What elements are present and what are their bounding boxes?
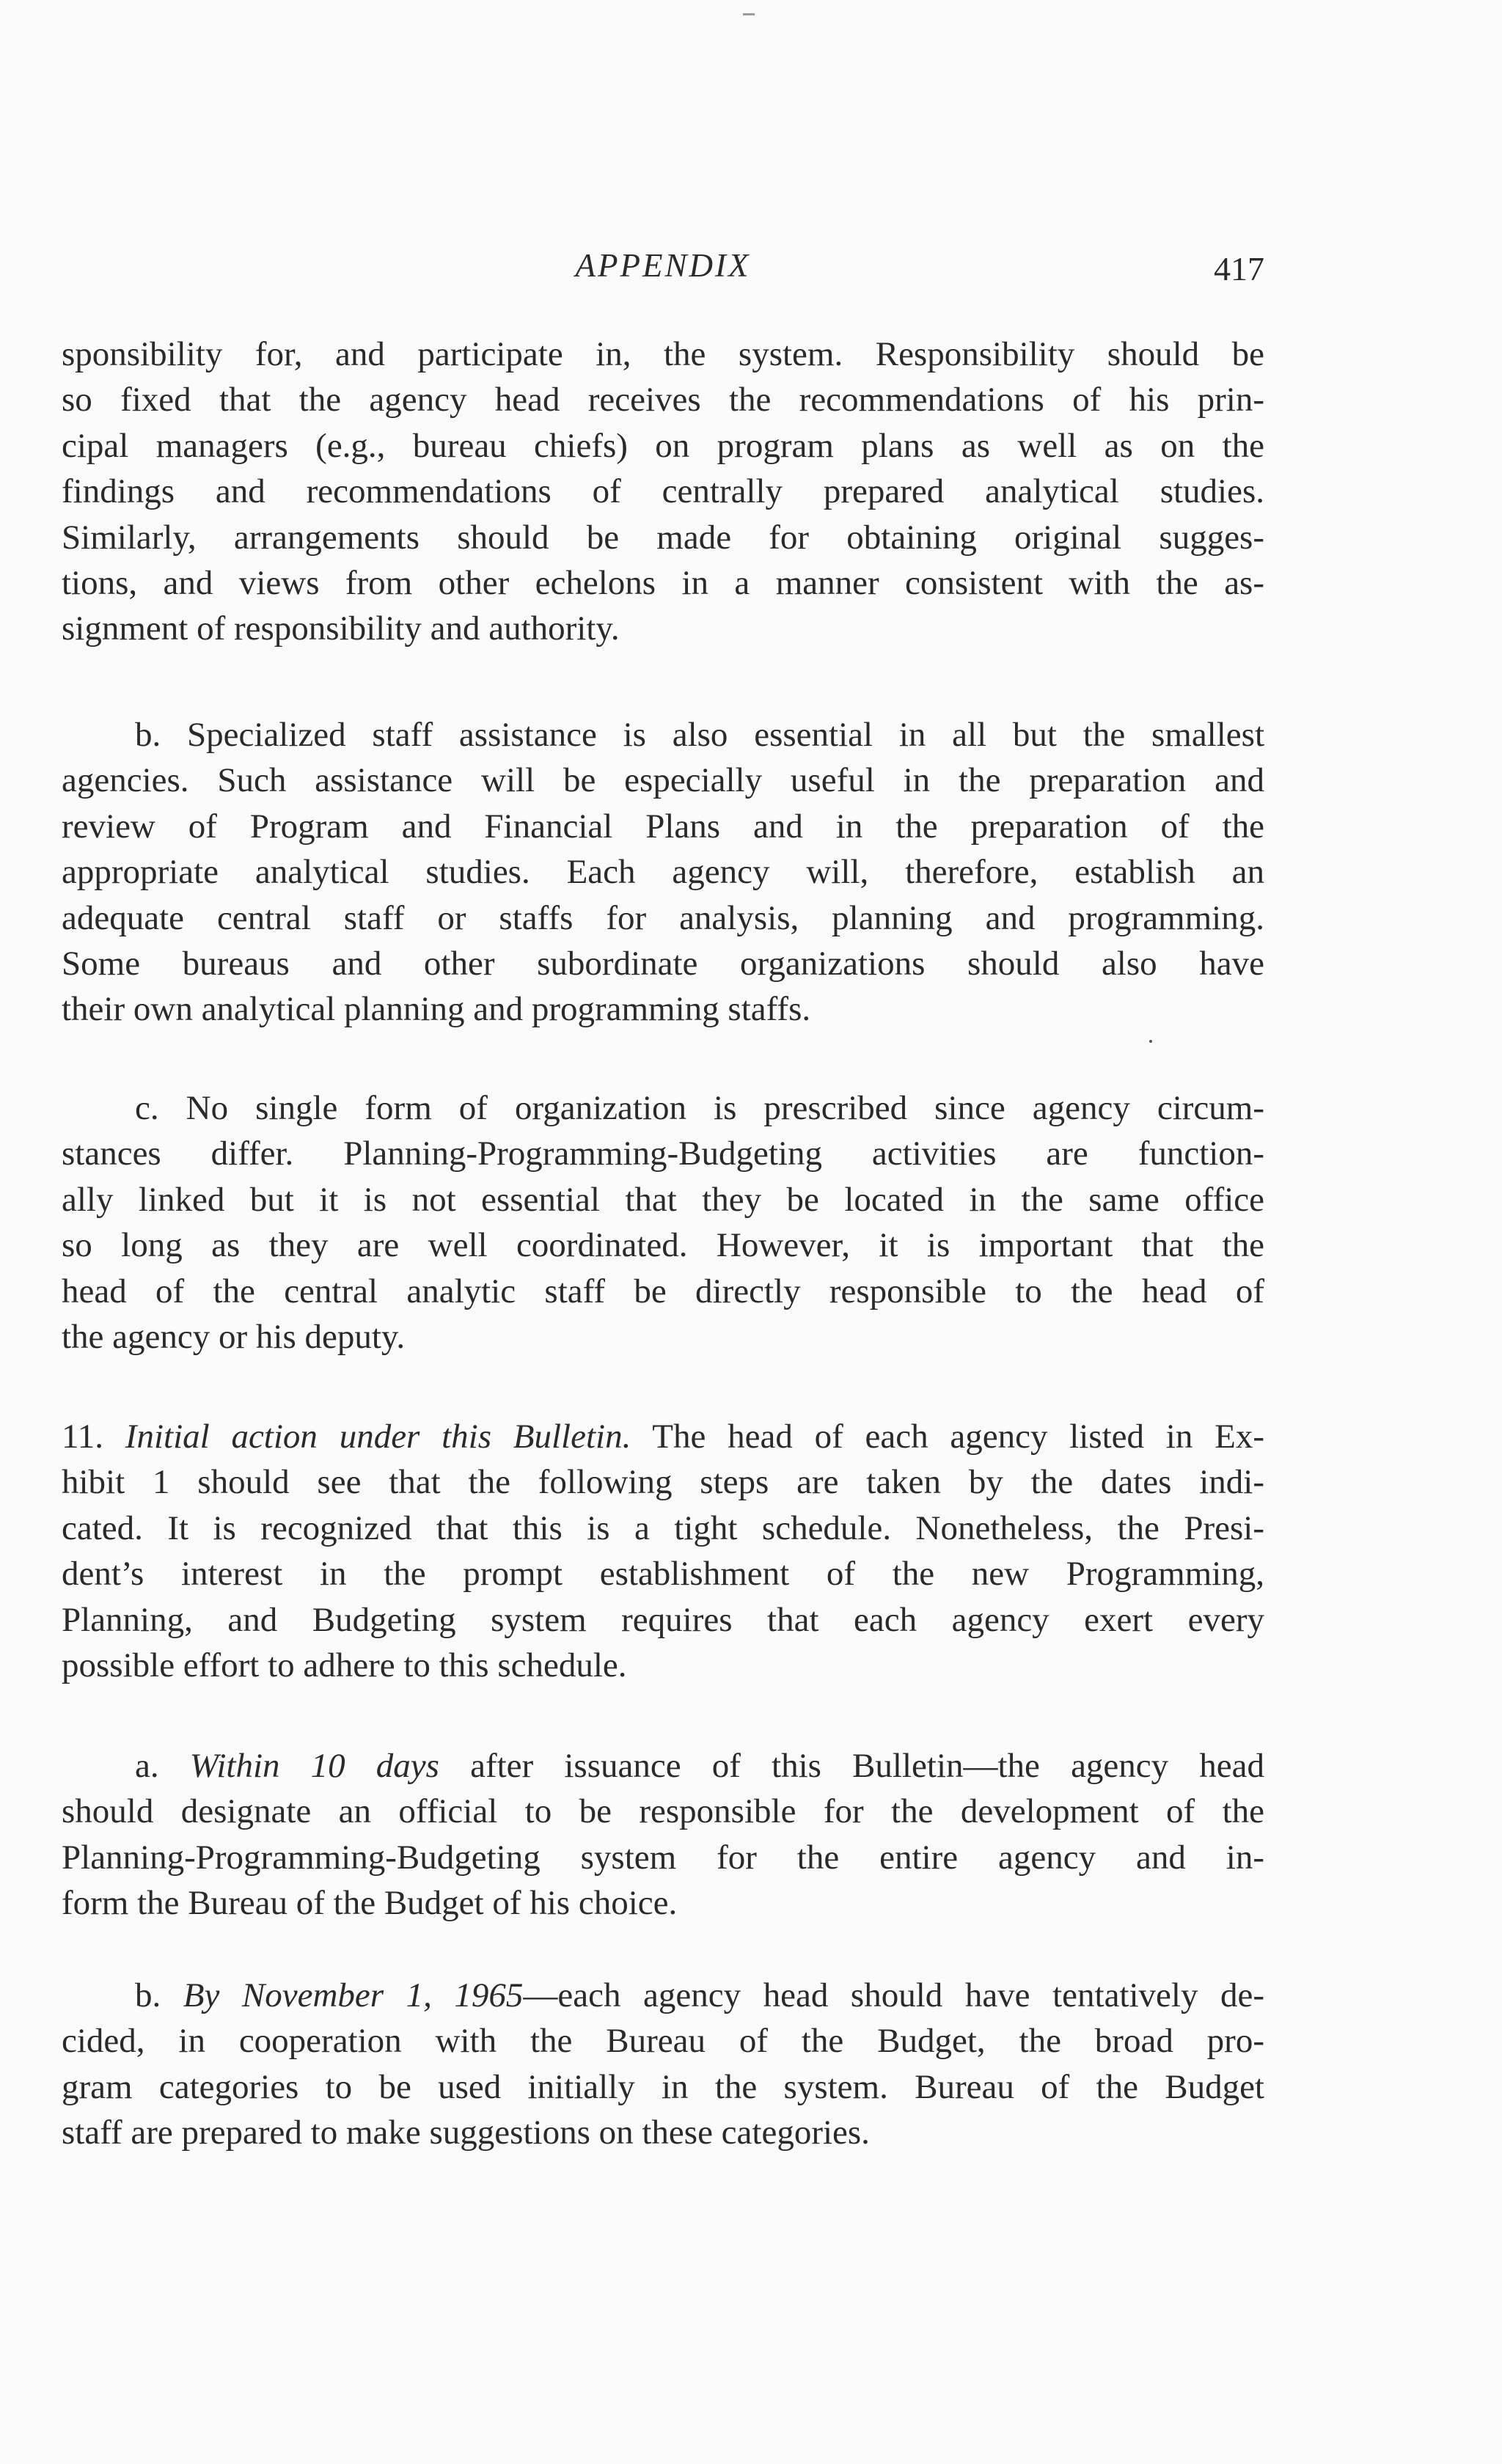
- text-run: after issuance of this Bulletin—the agency head: [439, 1747, 1265, 1785]
- text-line: cided, in cooperation with the Bureau of the Budget, the broad pro-: [62, 2022, 1264, 2061]
- text-line: adequate central staff or staffs for analysis, planning and programming.: [62, 898, 1264, 937]
- paragraph-a-within-10-days: [62, 1743, 1264, 1926]
- text-line: cipal managers (e.g., bureau chiefs) on program plans as well as on the: [62, 426, 1264, 465]
- text-line: sponsibility for, and participate in, the system. Responsibility should be: [62, 335, 1264, 373]
- item-label: b.: [135, 1976, 161, 2014]
- text-line: ally linked but it is not essential that they be located in the same office: [62, 1180, 1264, 1219]
- text-line: staff are prepared to make suggestions on these categories.: [62, 2113, 870, 2152]
- deadline-text: By November 1, 1965: [183, 1976, 524, 2014]
- text-line: appropriate analytical studies. Each agency will, therefore, establish an: [62, 853, 1264, 892]
- text-line: [62, 1973, 1264, 2018]
- text-line: Planning-Programming-Budgeting system for the entire agency and in-: [62, 1838, 1264, 1877]
- section-number: 11.: [62, 1418, 104, 1456]
- text-line: review of Program and Financial Plans and in the preparation of the: [62, 807, 1264, 846]
- item-label: a.: [135, 1747, 159, 1785]
- text-line: head of the central analytic staff be directly responsible to the head of: [62, 1272, 1264, 1310]
- text-line: c. No single form of organization is prescribed since agency circum-: [135, 1089, 1264, 1127]
- running-title: APPENDIX: [575, 247, 751, 284]
- scan-mark: [743, 13, 755, 15]
- paragraph-11-initial-action: [62, 1414, 1264, 1688]
- text-line: Planning, and Budgeting system requires that each agency exert every: [62, 1600, 1264, 1639]
- text-line: so fixed that the agency head receives the recommendations of his prin-: [62, 381, 1264, 419]
- text-line: findings and recommendations of centrally prepared analytical studies.: [62, 472, 1264, 511]
- text-line: stances differ. Planning-Programming-Budgeting activities are function-: [62, 1134, 1264, 1173]
- ink-dot: [1149, 1040, 1152, 1043]
- text-line: should designate an official to be responsible for the development of the: [62, 1792, 1264, 1831]
- text-line: cated. It is recognized that this is a tight schedule. Nonetheless, the Presi-: [62, 1508, 1264, 1547]
- text-line: so long as they are well coordinated. However, it is important that the: [62, 1226, 1264, 1265]
- text-line: possible effort to adhere to this schedule.: [62, 1646, 627, 1685]
- text-line: dent’s interest in the prompt establishment of the new Programming,: [62, 1555, 1264, 1594]
- deadline-text: Within 10 days: [189, 1747, 439, 1785]
- text-line: [62, 1743, 1264, 1789]
- text-line: Similarly, arrangements should be made for obtaining original sugges-: [62, 518, 1264, 557]
- text-line: agencies. Such assistance will be especially useful in the preparation and: [62, 761, 1264, 800]
- text-run: —each agency head should have tentatively de-: [523, 1976, 1265, 2014]
- page-number: 417: [1214, 250, 1264, 287]
- text-line: b. Specialized staff assistance is also essential in all but the smallest: [135, 716, 1264, 754]
- paragraph-c-organization: [62, 1085, 1264, 1360]
- section-heading: Initial action under this Bulletin.: [125, 1418, 631, 1456]
- text-line: [62, 1414, 1264, 1459]
- text-line: signment of responsibility and authority.: [62, 609, 620, 648]
- paragraph-continued-responsibility: [62, 331, 1264, 652]
- text-line: hibit 1 should see that the following steps are taken by the dates indi-: [62, 1463, 1264, 1502]
- text-line: tions, and views from other echelons in a manner consistent with the as-: [62, 564, 1264, 603]
- text-line: gram categories to be used initially in the system. Bureau of the Budget: [62, 2067, 1264, 2106]
- paragraph-b-specialized-staff: [62, 712, 1264, 1033]
- running-head: [62, 246, 1264, 290]
- text-line: Some bureaus and other subordinate organizations should also have: [62, 945, 1264, 983]
- paragraph-b-by-november: [62, 1973, 1264, 2156]
- text-line: form the Bureau of the Budget of his choice.: [62, 1884, 678, 1923]
- text-line: the agency or his deputy.: [62, 1318, 406, 1357]
- text-run: The head of each agency listed in Ex-: [631, 1418, 1264, 1456]
- text-line: their own analytical planning and programming staffs.: [62, 990, 811, 1029]
